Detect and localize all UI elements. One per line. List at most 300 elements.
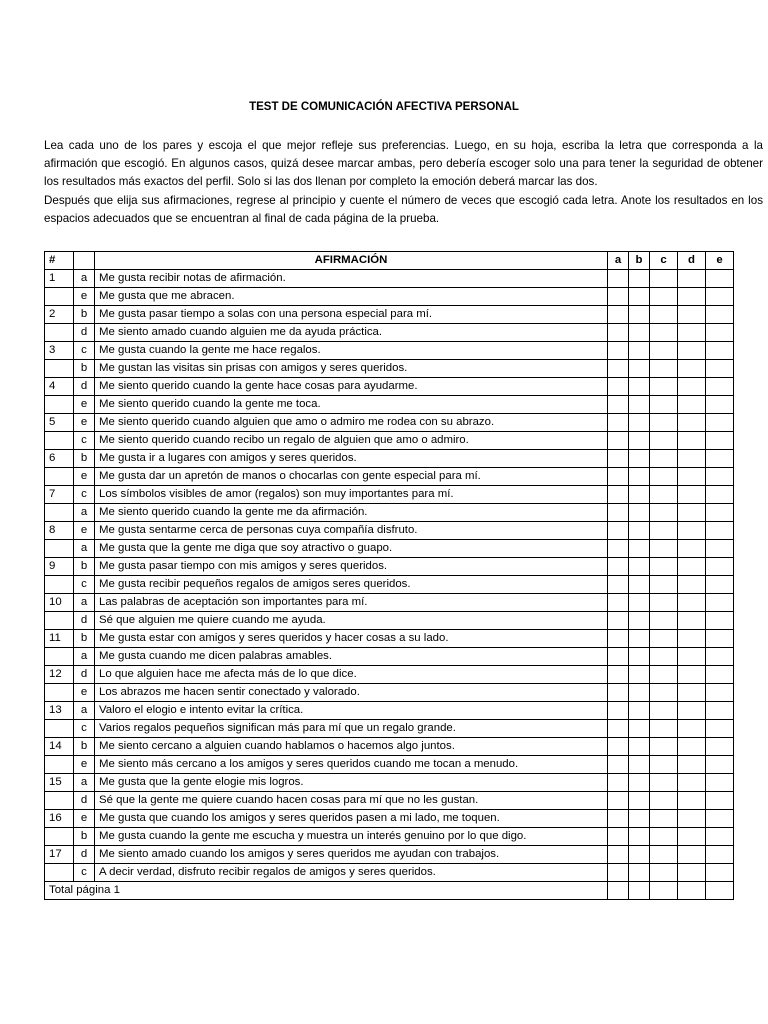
answer-cell-c[interactable] (650, 774, 678, 792)
statement-text: Me siento querido cuando la gente me toca. (95, 396, 608, 414)
statement-text: Me gusta ir a lugares con amigos y seres queridos. (95, 450, 608, 468)
answer-cell-c[interactable] (650, 648, 678, 666)
answer-cell-e[interactable] (706, 576, 734, 594)
table-row (45, 324, 734, 342)
answer-cell-c[interactable] (650, 576, 678, 594)
answer-cell-a[interactable] (608, 612, 629, 630)
answer-cell-d[interactable] (678, 846, 706, 864)
answer-cell-d[interactable] (678, 504, 706, 522)
item-number (45, 360, 74, 378)
answer-cell-b[interactable] (629, 504, 650, 522)
answer-cell-c[interactable] (650, 432, 678, 450)
answer-cell-b[interactable] (629, 522, 650, 540)
item-number: 10 (45, 594, 74, 612)
item-number: 6 (45, 450, 74, 468)
answer-cell-c[interactable] (650, 864, 678, 882)
statement-letter: c (74, 576, 95, 594)
statement-letter: a (74, 702, 95, 720)
statement-letter: a (74, 270, 95, 288)
answer-cell-a[interactable] (608, 468, 629, 486)
statement-text: Me siento querido cuando recibo un regalo de alguien que amo o admiro. (95, 432, 608, 450)
answer-cell-e[interactable] (706, 720, 734, 738)
answer-cell-c[interactable] (650, 612, 678, 630)
table-row (45, 666, 734, 684)
answer-cell-c[interactable] (650, 396, 678, 414)
item-number: 9 (45, 558, 74, 576)
answer-cell-d[interactable] (678, 612, 706, 630)
statement-letter: d (74, 846, 95, 864)
statement-text: Me gusta pasar tiempo a solas con una persona especial para mí. (95, 306, 608, 324)
answer-cell-a[interactable] (608, 792, 629, 810)
answer-cell-c[interactable] (650, 756, 678, 774)
answer-cell-d[interactable] (678, 792, 706, 810)
statement-text: Sé que alguien me quiere cuando me ayuda. (95, 612, 608, 630)
answer-cell-c[interactable] (650, 810, 678, 828)
answer-cell-b[interactable] (629, 738, 650, 756)
header-letter (74, 252, 95, 270)
header-statement: AFIRMACIÓN (95, 252, 608, 270)
item-number (45, 504, 74, 522)
answer-cell-c[interactable] (650, 702, 678, 720)
statement-text: Me gusta dar un apretón de manos o chocarlas con gente especial para mí. (95, 468, 608, 486)
item-number: 5 (45, 414, 74, 432)
answer-cell-c[interactable] (650, 504, 678, 522)
header-number: # (45, 252, 74, 270)
statement-text: Las palabras de aceptación son importantes para mí. (95, 594, 608, 612)
answer-cell-a[interactable] (608, 810, 629, 828)
answer-cell-d[interactable] (678, 648, 706, 666)
total-c-cell[interactable] (650, 882, 678, 900)
item-number: 15 (45, 774, 74, 792)
statement-letter: a (74, 540, 95, 558)
answer-cell-c[interactable] (650, 468, 678, 486)
statement-letter: e (74, 810, 95, 828)
answer-cell-c[interactable] (650, 792, 678, 810)
answer-cell-e[interactable] (706, 612, 734, 630)
answer-cell-e[interactable] (706, 486, 734, 504)
item-number: 4 (45, 378, 74, 396)
answer-cell-b[interactable] (629, 576, 650, 594)
statement-letter: a (74, 648, 95, 666)
answer-cell-d[interactable] (678, 288, 706, 306)
table-row (45, 558, 734, 576)
answer-cell-b[interactable] (629, 612, 650, 630)
statement-letter: e (74, 468, 95, 486)
statement-letter: c (74, 342, 95, 360)
statement-letter: b (74, 630, 95, 648)
answer-cell-d[interactable] (678, 774, 706, 792)
header-c: c (650, 252, 678, 270)
answer-cell-e[interactable] (706, 774, 734, 792)
answer-cell-e[interactable] (706, 738, 734, 756)
answer-cell-b[interactable] (629, 792, 650, 810)
answer-cell-c[interactable] (650, 270, 678, 288)
answer-cell-d[interactable] (678, 558, 706, 576)
answer-cell-b[interactable] (629, 828, 650, 846)
answer-cell-d[interactable] (678, 684, 706, 702)
total-row (45, 882, 734, 900)
answer-cell-a[interactable] (608, 702, 629, 720)
statement-letter: c (74, 486, 95, 504)
answer-cell-c[interactable] (650, 630, 678, 648)
answer-cell-d[interactable] (678, 594, 706, 612)
answer-cell-b[interactable] (629, 594, 650, 612)
table-row (45, 810, 734, 828)
answer-cell-c[interactable] (650, 360, 678, 378)
statement-letter: b (74, 306, 95, 324)
table-row (45, 486, 734, 504)
answer-cell-a[interactable] (608, 594, 629, 612)
statement-letter: d (74, 378, 95, 396)
statement-text: Varios regalos pequeños significan más para mí que un regalo grande. (95, 720, 608, 738)
answer-cell-d[interactable] (678, 342, 706, 360)
answer-cell-c[interactable] (650, 846, 678, 864)
answer-cell-a[interactable] (608, 306, 629, 324)
statement-letter: d (74, 666, 95, 684)
answer-cell-a[interactable] (608, 774, 629, 792)
table-row (45, 306, 734, 324)
statement-text: Me gusta cuando me dicen palabras amables. (95, 648, 608, 666)
statement-letter: c (74, 720, 95, 738)
answer-cell-a[interactable] (608, 756, 629, 774)
answer-cell-d[interactable] (678, 828, 706, 846)
table-row (45, 360, 734, 378)
answer-cell-d[interactable] (678, 756, 706, 774)
answer-cell-b[interactable] (629, 774, 650, 792)
answer-cell-a[interactable] (608, 630, 629, 648)
item-number (45, 792, 74, 810)
statement-text: Me gusta estar con amigos y seres queridos y hacer cosas a su lado. (95, 630, 608, 648)
answer-cell-d[interactable] (678, 378, 706, 396)
answer-cell-e[interactable] (706, 864, 734, 882)
instructions-paragraph-2: Después que elija sus afirmaciones, regrese al principio y cuente el número de veces que escogió cada letra. Anote los resultados en los espacios adecuados que se encuentran al final de cada página de la prueba. (44, 194, 763, 225)
answer-cell-b[interactable] (629, 756, 650, 774)
answer-cell-b[interactable] (629, 432, 650, 450)
answer-cell-d[interactable] (678, 738, 706, 756)
answer-cell-e[interactable] (706, 414, 734, 432)
answer-cell-b[interactable] (629, 720, 650, 738)
answer-cell-c[interactable] (650, 378, 678, 396)
answer-cell-e[interactable] (706, 468, 734, 486)
answer-cell-d[interactable] (678, 486, 706, 504)
answer-cell-a[interactable] (608, 540, 629, 558)
statement-letter: b (74, 558, 95, 576)
table-row (45, 342, 734, 360)
item-number (45, 432, 74, 450)
answer-cell-c[interactable] (650, 594, 678, 612)
answer-cell-c[interactable] (650, 486, 678, 504)
statement-text: Sé que la gente me quiere cuando hacen cosas para mí que no les gustan. (95, 792, 608, 810)
answer-cell-e[interactable] (706, 594, 734, 612)
statement-letter: c (74, 864, 95, 882)
answer-cell-b[interactable] (629, 306, 650, 324)
answer-cell-e[interactable] (706, 792, 734, 810)
answer-cell-a[interactable] (608, 522, 629, 540)
item-number (45, 864, 74, 882)
answer-cell-e[interactable] (706, 504, 734, 522)
answer-cell-e[interactable] (706, 666, 734, 684)
answer-cell-e[interactable] (706, 342, 734, 360)
statement-text: Me gustan las visitas sin prisas con amigos y seres queridos. (95, 360, 608, 378)
answer-cell-b[interactable] (629, 684, 650, 702)
table-row (45, 774, 734, 792)
header-b: b (629, 252, 650, 270)
answer-cell-b[interactable] (629, 630, 650, 648)
statement-text: Me siento cercano a alguien cuando hablamos o hacemos algo juntos. (95, 738, 608, 756)
table-row (45, 576, 734, 594)
statement-letter: a (74, 504, 95, 522)
statement-text: Me siento más cercano a los amigos y seres queridos cuando me tocan a menudo. (95, 756, 608, 774)
answer-cell-d[interactable] (678, 306, 706, 324)
table-row (45, 396, 734, 414)
answer-cell-d[interactable] (678, 324, 706, 342)
table-row (45, 594, 734, 612)
answer-cell-c[interactable] (650, 720, 678, 738)
answer-cell-c[interactable] (650, 324, 678, 342)
statement-text: A decir verdad, disfruto recibir regalos de amigos y seres queridos. (95, 864, 608, 882)
answer-cell-a[interactable] (608, 288, 629, 306)
statement-letter: c (74, 432, 95, 450)
item-number (45, 828, 74, 846)
statement-letter: b (74, 450, 95, 468)
item-number: 11 (45, 630, 74, 648)
answer-cell-b[interactable] (629, 558, 650, 576)
answer-cell-d[interactable] (678, 522, 706, 540)
statement-text: Me gusta recibir pequeños regalos de amigos seres queridos. (95, 576, 608, 594)
header-e: e (706, 252, 734, 270)
total-e-cell[interactable] (706, 882, 734, 900)
item-number (45, 612, 74, 630)
statement-text: Me gusta cuando la gente me hace regalos. (95, 342, 608, 360)
answer-cell-e[interactable] (706, 756, 734, 774)
answer-cell-e[interactable] (706, 378, 734, 396)
statement-letter: b (74, 828, 95, 846)
answer-cell-e[interactable] (706, 270, 734, 288)
answer-cell-a[interactable] (608, 378, 629, 396)
item-number: 3 (45, 342, 74, 360)
table-row (45, 702, 734, 720)
answer-cell-d[interactable] (678, 576, 706, 594)
table-header-row (45, 252, 734, 270)
answer-cell-d[interactable] (678, 432, 706, 450)
answer-cell-d[interactable] (678, 450, 706, 468)
statement-text: Me gusta sentarme cerca de personas cuya compañía disfruto. (95, 522, 608, 540)
statement-letter: d (74, 612, 95, 630)
answer-cell-c[interactable] (650, 666, 678, 684)
answer-cell-d[interactable] (678, 720, 706, 738)
total-a-cell[interactable] (608, 882, 629, 900)
instructions-paragraph-1: Lea cada uno de los pares y escoja el que mejor refleje sus preferencias. Luego, en su hoja, escriba la letra que corresponda a la afirmación que escogió. En algunos casos, quizá desee marcar ambas, pero debería escoger solo una para tener la seguridad de obtener los resultados más exactos del perfil. Solo si las dos llenan por completo la emoción deberá marcar las dos. (44, 139, 763, 188)
answer-cell-e[interactable] (706, 432, 734, 450)
item-number: 17 (45, 846, 74, 864)
table-row (45, 522, 734, 540)
instructions (44, 137, 763, 228)
table-row (45, 504, 734, 522)
statement-text: Me siento amado cuando alguien me da ayuda práctica. (95, 324, 608, 342)
answer-cell-a[interactable] (608, 576, 629, 594)
answer-cell-d[interactable] (678, 270, 706, 288)
item-number: 16 (45, 810, 74, 828)
answer-cell-a[interactable] (608, 828, 629, 846)
statement-text: Los abrazos me hacen sentir conectado y valorado. (95, 684, 608, 702)
table-row (45, 846, 734, 864)
statement-letter: a (74, 774, 95, 792)
statement-text: Me gusta pasar tiempo con mis amigos y seres queridos. (95, 558, 608, 576)
answer-cell-d[interactable] (678, 396, 706, 414)
answer-cell-d[interactable] (678, 414, 706, 432)
table-row (45, 378, 734, 396)
answer-cell-a[interactable] (608, 486, 629, 504)
statement-text: Los símbolos visibles de amor (regalos) son muy importantes para mí. (95, 486, 608, 504)
item-number (45, 468, 74, 486)
answer-cell-a[interactable] (608, 846, 629, 864)
answer-cell-a[interactable] (608, 450, 629, 468)
answer-cell-d[interactable] (678, 864, 706, 882)
answer-cell-e[interactable] (706, 810, 734, 828)
answer-cell-a[interactable] (608, 414, 629, 432)
table-row (45, 540, 734, 558)
statement-text: Me gusta que la gente me diga que soy atractivo o guapo. (95, 540, 608, 558)
table-row (45, 756, 734, 774)
answer-cell-e[interactable] (706, 630, 734, 648)
answer-cell-b[interactable] (629, 468, 650, 486)
answer-cell-e[interactable] (706, 288, 734, 306)
answer-cell-a[interactable] (608, 342, 629, 360)
statement-letter: e (74, 288, 95, 306)
table-row (45, 828, 734, 846)
answer-cell-c[interactable] (650, 450, 678, 468)
answer-cell-a[interactable] (608, 360, 629, 378)
table-row (45, 612, 734, 630)
answer-cell-c[interactable] (650, 558, 678, 576)
statement-letter: e (74, 414, 95, 432)
item-number (45, 756, 74, 774)
statement-letter: e (74, 396, 95, 414)
answer-cell-a[interactable] (608, 720, 629, 738)
item-number (45, 648, 74, 666)
answer-cell-e[interactable] (706, 558, 734, 576)
answer-cell-b[interactable] (629, 288, 650, 306)
answer-cell-b[interactable] (629, 414, 650, 432)
answer-cell-b[interactable] (629, 648, 650, 666)
statement-text: Me siento querido cuando alguien que amo o admiro me rodea con su abrazo. (95, 414, 608, 432)
answer-cell-a[interactable] (608, 432, 629, 450)
answer-cell-e[interactable] (706, 846, 734, 864)
item-number: 12 (45, 666, 74, 684)
answer-cell-c[interactable] (650, 540, 678, 558)
answer-cell-a[interactable] (608, 558, 629, 576)
table-row (45, 864, 734, 882)
answer-cell-d[interactable] (678, 540, 706, 558)
total-d-cell[interactable] (678, 882, 706, 900)
answer-cell-a[interactable] (608, 738, 629, 756)
answer-cell-d[interactable] (678, 630, 706, 648)
answer-cell-e[interactable] (706, 360, 734, 378)
statement-letter: e (74, 522, 95, 540)
answer-cell-c[interactable] (650, 414, 678, 432)
answer-cell-c[interactable] (650, 738, 678, 756)
answer-cell-b[interactable] (629, 270, 650, 288)
item-number (45, 288, 74, 306)
answer-cell-e[interactable] (706, 324, 734, 342)
answer-cell-a[interactable] (608, 396, 629, 414)
statement-letter: b (74, 360, 95, 378)
statement-letter: e (74, 684, 95, 702)
answer-cell-b[interactable] (629, 810, 650, 828)
answer-cell-a[interactable] (608, 504, 629, 522)
statement-text: Lo que alguien hace me afecta más de lo que dice. (95, 666, 608, 684)
answer-cell-e[interactable] (706, 828, 734, 846)
statement-text: Me gusta que me abracen. (95, 288, 608, 306)
answer-cell-d[interactable] (678, 666, 706, 684)
answer-cell-b[interactable] (629, 702, 650, 720)
statement-letter: b (74, 738, 95, 756)
statement-letter: d (74, 792, 95, 810)
answer-cell-d[interactable] (678, 810, 706, 828)
answer-cell-a[interactable] (608, 684, 629, 702)
answer-cell-c[interactable] (650, 288, 678, 306)
answer-cell-b[interactable] (629, 324, 650, 342)
answer-cell-e[interactable] (706, 396, 734, 414)
answer-cell-b[interactable] (629, 846, 650, 864)
answer-cell-e[interactable] (706, 306, 734, 324)
answer-cell-a[interactable] (608, 864, 629, 882)
item-number (45, 396, 74, 414)
table-row (45, 738, 734, 756)
answer-cell-a[interactable] (608, 324, 629, 342)
answer-cell-b[interactable] (629, 666, 650, 684)
answer-cell-d[interactable] (678, 360, 706, 378)
statement-text: Me gusta que la gente elogie mis logros. (95, 774, 608, 792)
answer-cell-a[interactable] (608, 270, 629, 288)
answer-cell-b[interactable] (629, 342, 650, 360)
answer-cell-b[interactable] (629, 450, 650, 468)
table-row (45, 720, 734, 738)
statement-text: Me siento querido cuando la gente hace cosas para ayudarme. (95, 378, 608, 396)
item-number: 13 (45, 702, 74, 720)
answer-cell-a[interactable] (608, 648, 629, 666)
statement-text: Me gusta recibir notas de afirmación. (95, 270, 608, 288)
answer-cell-c[interactable] (650, 342, 678, 360)
answer-cell-b[interactable] (629, 360, 650, 378)
total-b-cell[interactable] (629, 882, 650, 900)
answer-cell-b[interactable] (629, 540, 650, 558)
item-number: 8 (45, 522, 74, 540)
answer-cell-b[interactable] (629, 864, 650, 882)
answer-cell-d[interactable] (678, 468, 706, 486)
answer-cell-d[interactable] (678, 702, 706, 720)
answer-cell-a[interactable] (608, 666, 629, 684)
answer-cell-b[interactable] (629, 396, 650, 414)
table-row (45, 630, 734, 648)
table-row (45, 270, 734, 288)
answer-cell-e[interactable] (706, 522, 734, 540)
answer-cell-e[interactable] (706, 540, 734, 558)
answer-cell-b[interactable] (629, 486, 650, 504)
statement-letter: e (74, 756, 95, 774)
answer-cell-c[interactable] (650, 828, 678, 846)
answer-cell-e[interactable] (706, 702, 734, 720)
answer-cell-e[interactable] (706, 648, 734, 666)
answer-cell-c[interactable] (650, 306, 678, 324)
answer-cell-b[interactable] (629, 378, 650, 396)
table-row (45, 414, 734, 432)
answer-cell-c[interactable] (650, 522, 678, 540)
answer-cell-e[interactable] (706, 684, 734, 702)
answer-cell-e[interactable] (706, 450, 734, 468)
test-table (44, 251, 734, 900)
answer-cell-c[interactable] (650, 684, 678, 702)
